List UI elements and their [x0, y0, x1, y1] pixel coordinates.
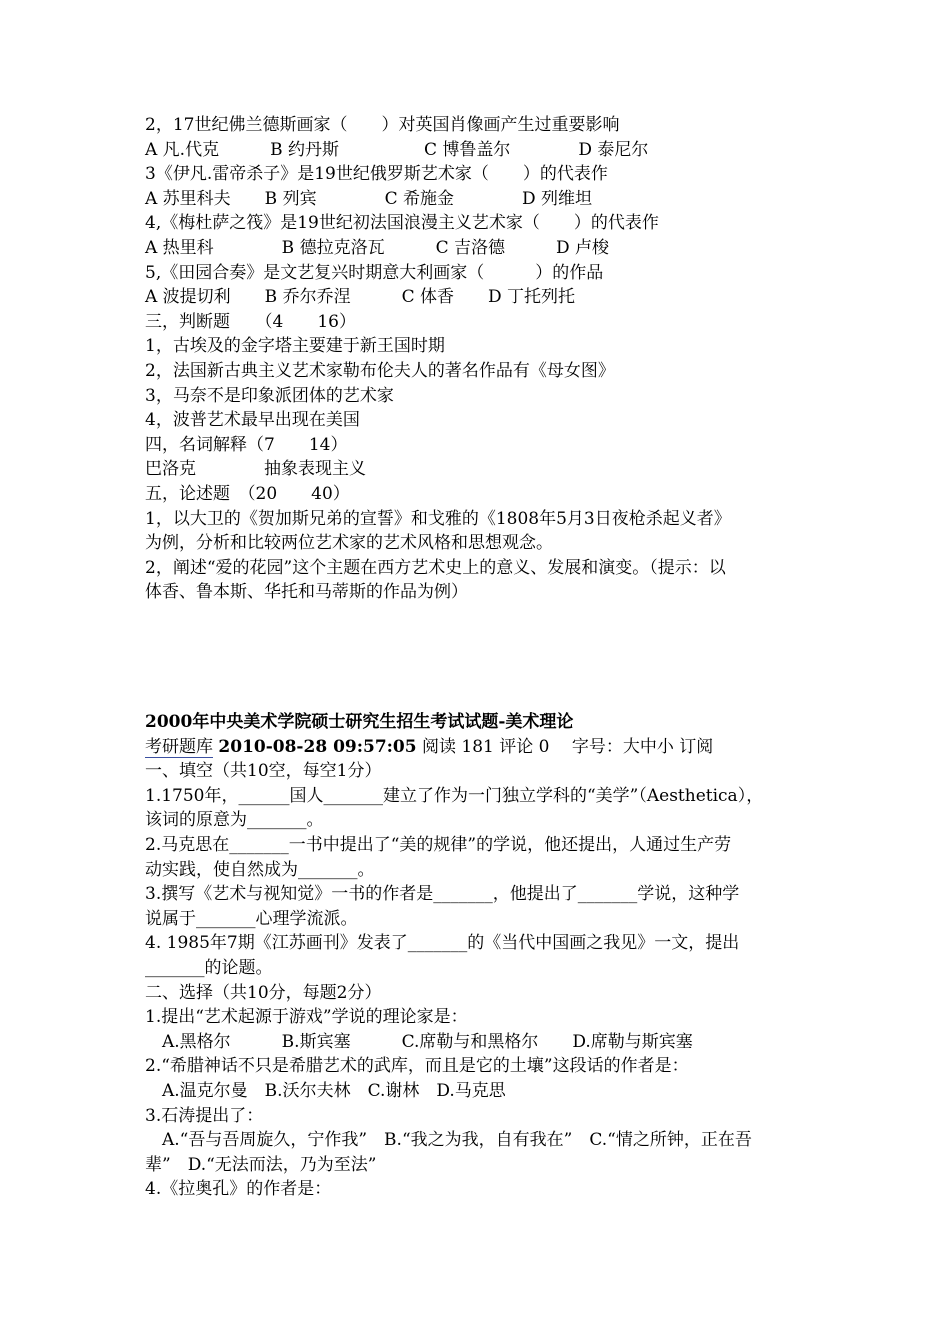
option-line: A 凡.代克 B 约丹斯 C 博鲁盖尔 D 泰尼尔	[145, 139, 649, 160]
question-line: 5,《田园合奏》是文艺复兴时期意大利画家（ ）的作品	[145, 262, 604, 283]
question-line: 4,《梅杜萨之筏》是19世纪初法国浪漫主义艺术家（ ）的代表作	[145, 213, 659, 234]
question-line: 4，波普艺术最早出现在美国	[145, 410, 360, 431]
option-line: A.“吾与吾周旋久，宁作我” B.“我之为我，自有我在” C.“情之所钟，正在吾	[145, 1130, 752, 1151]
question-line: 4.《拉奥孔》的作者是：	[145, 1179, 332, 1200]
article-meta	[145, 735, 810, 760]
question-line: 3《伊凡.雷帝杀子》是19世纪俄罗斯艺术家（ ）的代表作	[145, 164, 608, 185]
question-line: 3，马奈不是印象派团体的艺术家	[145, 385, 394, 406]
option-line: A.温克尔曼 B.沃尔夫林 C.谢林 D.马克思	[145, 1080, 506, 1101]
question-line: 2.马克思在_______一书中提出了“美的规律”的学说，他还提出，人通过生产劳	[145, 834, 732, 855]
question-line: 体香、鲁本斯、华托和马蒂斯的作品为例）	[145, 582, 468, 603]
question-line: 3.撰写《艺术与视知觉》一书的作者是_______，他提出了_______学说，这种学	[145, 884, 740, 905]
term-line: 巴洛克 抽象表现主义	[145, 459, 366, 480]
question-line: 说属于_______心理学流派。	[145, 908, 358, 929]
question-line: 动实践，使自然成为_______。	[145, 859, 375, 880]
source-link[interactable]: 考研题库	[145, 736, 213, 757]
option-line: 辈” D.“无法而法，乃为至法”	[145, 1154, 377, 1175]
question-line: _______的论题。	[145, 957, 273, 978]
section-heading: 一、填空（共10空，每空1分）	[145, 761, 382, 782]
question-line: 1，以大卫的《贺加斯兄弟的宣誓》和戈雅的《1808年5月3日夜枪杀起义者》	[145, 508, 731, 529]
option-line: A 波提切利 B 乔尔乔涅 C 体香 D 丁托列托	[145, 287, 576, 308]
option-line: A 苏里科夫 B 列宾 C 希施金 D 列维坦	[145, 188, 593, 209]
section-heading: 二、选择（共10分，每题2分）	[145, 982, 382, 1003]
option-line: A.黑格尔 B.斯宾塞 C.席勒与和黑格尔 D.席勒与斯宾塞	[145, 1031, 693, 1052]
question-line: 1，古埃及的金字塔主要建于新王国时期	[145, 336, 445, 357]
question-line: 3.石涛提出了：	[145, 1105, 264, 1126]
question-line: 2，阐述“爱的花园”这个主题在西方艺术史上的意义、发展和演变。（提示：以	[145, 557, 726, 578]
question-line: 1.1750年，______国人_______建立了作为一门独立学科的“美学”（Aesthetica），	[145, 785, 764, 806]
question-line: 2，17世纪佛兰德斯画家（ ）对英国肖像画产生过重要影响	[145, 115, 620, 135]
section-heading: 四，名词解释（7 14）	[145, 434, 348, 455]
subscribe-link[interactable]: 订阅	[679, 736, 714, 757]
post-datetime: 2010-08-28 09:57:05	[218, 736, 417, 757]
font-size-control[interactable]: 字号：大中小	[571, 736, 674, 757]
option-line: A 热里科 B 德拉克洛瓦 C 吉洛德 D 卢梭	[145, 237, 610, 258]
exam-part-2	[145, 710, 810, 1202]
post-stats: 阅读 181 评论 0	[422, 736, 550, 757]
question-line: 为例，分析和比较两位艺术家的艺术风格和思想观念。	[145, 533, 553, 554]
question-line: 该词的原意为_______。	[145, 810, 324, 831]
article-title: 2000年中央美术学院硕士研究生招生考试试题-美术理论	[145, 712, 574, 732]
question-line: 4. 1985年7期《江苏画刊》发表了_______的《当代中国画之我见》一文，提出	[145, 933, 740, 954]
question-line: 2.“希腊神话不只是希腊艺术的武库，而且是它的土壤”这段话的作者是：	[145, 1056, 689, 1077]
question-line: 2，法国新古典主义艺术家勒布伦夫人的著名作品有《母女图》	[145, 360, 615, 381]
exam-part-1	[145, 113, 810, 605]
question-line: 1.提出“艺术起源于游戏”学说的理论家是：	[145, 1007, 468, 1028]
section-heading: 三，判断题 （4 16）	[145, 311, 356, 332]
section-heading: 五，论述题 （20 40）	[145, 483, 350, 504]
